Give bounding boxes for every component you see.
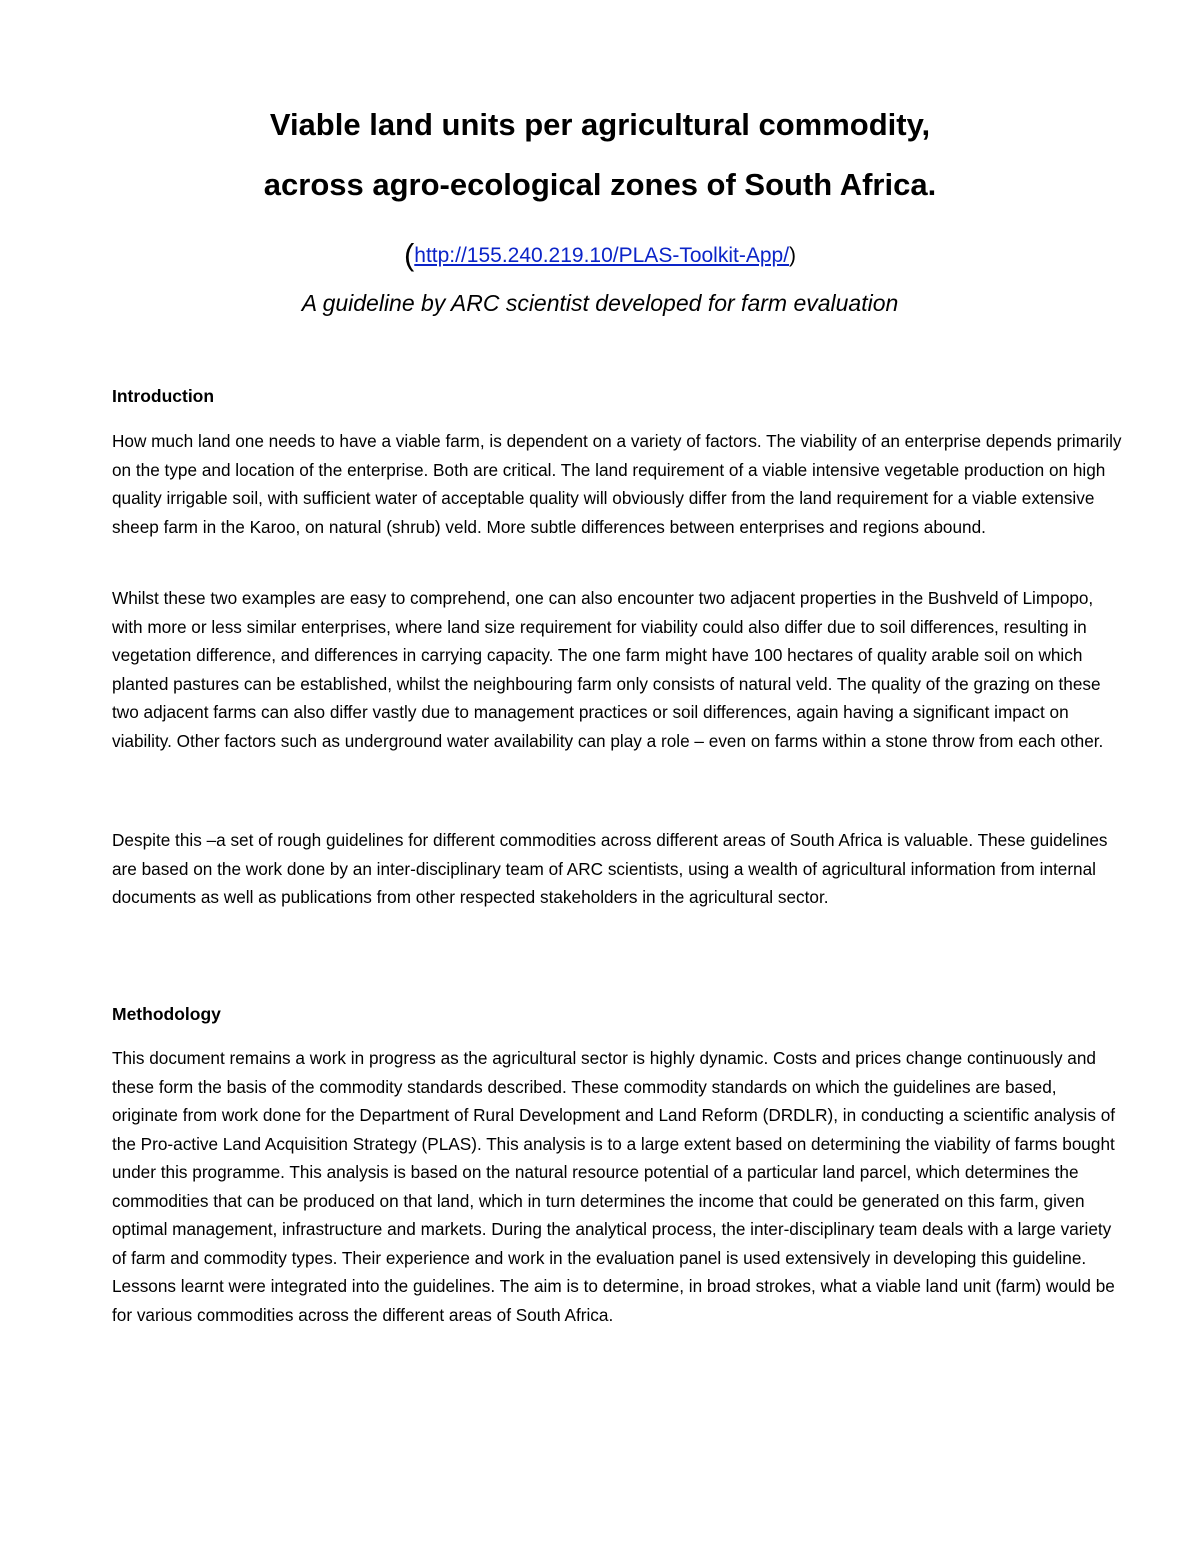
url-close-paren: ) bbox=[789, 244, 797, 267]
subtitle: A guideline by ARC scientist developed for farm evaluation bbox=[301, 290, 899, 316]
methodology-paragraph-1: This document remains a work in progress as the agricultural sector is highly dynamic. Costs and prices change continuously and these form the basis of the commodity standards described. These commodity standards on which the guidelines are based, originate from work done for the Department of Rural Development and Land Reform (DRDLR), in conducting a scientific analysis of the Pro-active Land Acquisition Strategy (PLAS). This analysis is to a large extent based on determining the viability of farms bought under this programme. This analysis is based on the natural resource potential of a particular land parcel, which determines the commodities that can be produced on that land, which in turn determines the income that could be generated on this farm, given optimal management, infrastructure and markets. During the analytical process, the inter-disciplinary team deals with a large variety of farm and commodity types. Their experience and work in the evaluation panel is used extensively in developing this guideline. Lessons learnt were integrated into the guidelines. The aim is to determine, in broad strokes, what a viable land unit (farm) would be for various commodities across the different areas of South Africa. bbox=[112, 1048, 1116, 1325]
title-line-1: Viable land units per agricultural commodity, bbox=[269, 107, 931, 142]
introduction-paragraph-1: How much land one needs to have a viable farm, is dependent on a variety of factors. The viability of an enterprise depends primarily on the type and location of the enterprise. Both are critical. The land requirement of a viable intensive vegetable production on high quality irrigable soil, with sufficient water of acceptable quality will obviously differ from the land requirement for a viable extensive sheep farm in the Karoo, on natural (shrub) veld. More subtle differences between enterprises and regions abound. bbox=[112, 431, 1122, 537]
url-open-paren: ( bbox=[403, 237, 415, 272]
title-line-2: across agro-ecological zones of South Africa. bbox=[263, 167, 937, 202]
introduction-paragraph-2: Whilst these two examples are easy to comprehend, one can also encounter two adjacent properties in the Bushveld of Limpopo, with more or less similar enterprises, where land size requirement for viability could also differ due to soil differences, resulting in vegetation difference, and differences in carrying capacity. The one farm might have 100 hectares of quality arable soil on which planted pastures can be established, whilst the neighbouring farm only consists of natural veld. The quality of the grazing on these two adjacent farms can also differ vastly due to management practices or soil differences, again having a significant impact on viability. Other factors such as underground water availability can play a role – even on farms within a stone throw from each other. bbox=[112, 588, 1104, 751]
plas-toolkit-link[interactable]: http://155.240.219.10/PLAS-Toolkit-App/ bbox=[414, 244, 790, 267]
introduction-heading: Introduction bbox=[112, 386, 215, 406]
methodology-heading: Methodology bbox=[112, 1004, 221, 1024]
url-line bbox=[0, 236, 1200, 273]
introduction-paragraph-3: Despite this –a set of rough guidelines for different commodities across different areas of South Africa is valuable. These guidelines are based on the work done by an inter-disciplinary team of ARC scientists, using a wealth of agricultural information from internal documents as well as publications from other respected stakeholders in the agricultural sector. bbox=[112, 830, 1108, 907]
